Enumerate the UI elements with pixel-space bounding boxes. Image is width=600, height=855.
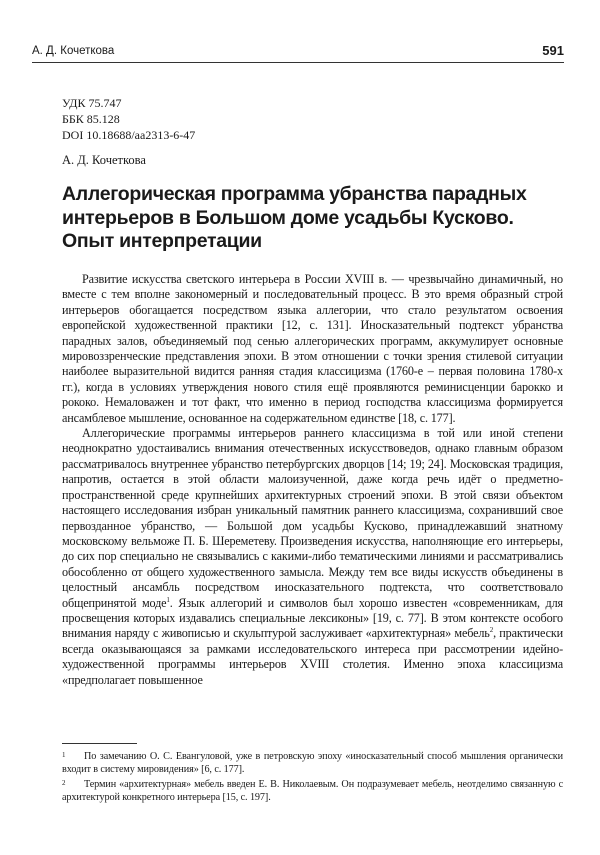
doi: DOI 10.18688/aa2313-6-47 xyxy=(62,128,196,142)
paragraph-2-part-c: , практически всегда оказывающаяся за рамками исследовательского интереса при рассмотрении идейно-художественной программы интерьеров XVIII столетия. Именно эпоха классицизма «предполагает повышенное xyxy=(62,626,563,687)
running-head-author: А. Д. Кочеткова xyxy=(32,45,115,57)
paragraph-2-part-b: . Язык аллегорий и символов был хорошо известен «современникам, для просвещения которых издавались специальные лексиконы» [19, с. 77]. В этом контексте особого внимания наряду с живописью и скульптурой заслуживает «архитектурная» мебель xyxy=(62,595,563,641)
running-head xyxy=(32,40,564,63)
udk-code: УДК 75.747 xyxy=(62,96,122,110)
page-number: 591 xyxy=(542,43,564,58)
paragraph-1: Развитие искусства светского интерьера в России XVIII в. — чрезвычайно динамичный, но вместе с тем вполне закономерный и последовательный процесс. В это время образный строй интерьеров обогащается посредством языка аллегории, что стало результатом освоения европейской художественной практики [12, с. 131]. Иносказательный подтекст убранства парадных залов, объединяемый под сенью аллегорических программ, аккумулирует основные мировоззренческие представления эпохи. В этом отношении с точки зрения стилевой ситуации наиболее выразительной видится ранняя стадия классицизма (1760-е – первая половина 1780-х гг.), когда в условиях утверждения нового стиля ещё проявляются реминисценции барокко и рококо. Немаловажен и тот факт, что именно в период господства классицизма формируется ансамблевое мышление, основанное на содержательном единстве [18, с. 177]. xyxy=(62,272,563,425)
footnotes xyxy=(62,751,563,807)
footnote-text: Термин «архитектурная» мебель введен Е. В. Николаевым. Он подразумевает мебель, неотделимо связанную с архитектурой конкретного интерьера [15, с. 197]. xyxy=(62,779,563,803)
footnote-text: По замечанию О. С. Евангуловой, уже в петровскую эпоху «иносказательный способ мышления органически входит в систему мировидения» [6, с. 177]. xyxy=(62,751,563,775)
footnote-ref-1: 1 xyxy=(166,595,170,604)
bbk-code: ББК 85.128 xyxy=(62,112,120,126)
footnote-number: 2 xyxy=(62,779,66,787)
article-metadata xyxy=(62,95,195,143)
article-body xyxy=(62,272,563,688)
footnote-ref-2: 2 xyxy=(489,626,494,635)
article-title: Аллегорическая программа убранства парадных интерьеров в Большом доме усадьбы Кусково. Опыт интерпретации xyxy=(62,183,527,252)
paragraph-2-part-a: Аллегорические программы интерьеров раннего классицизма в той или иной степени неоднократно удостаивались внимания отечественных искусствоведов, однако главным образом рассматривалось внутреннее убранство петербургских дворцов [14; 19; 24]. Московская традиция, напротив, остается в этой области малоизученной, даже когда речь идёт о предметно-пространственной среде крупнейших архитектурных строений эпохи. В этой связи объектом настоящего исследования избран уникальный памятник раннего классицизма, сохранивший свое первозданное убранство, — Большой дом усадьбы Кусково, принадлежавший знатному московскому вельможе П. Б. Шереметеву. Произведения искусства, наполняющие его интерьеры, до сих пор специально не связывались с какими-либо тематическими линиями и рассматривались обособленно от общего художественного замысла. Между тем все виды искусств объединены в целостный ансамбль посредством иносказательного подтекста, что соответствовало общепринятой моде xyxy=(62,426,563,610)
footnote xyxy=(62,751,563,776)
footnote-rule xyxy=(62,743,137,744)
footnote xyxy=(62,779,563,804)
paragraph-2 xyxy=(62,426,563,688)
footnote-number: 1 xyxy=(62,751,66,759)
article-author: А. Д. Кочеткова xyxy=(62,153,146,167)
